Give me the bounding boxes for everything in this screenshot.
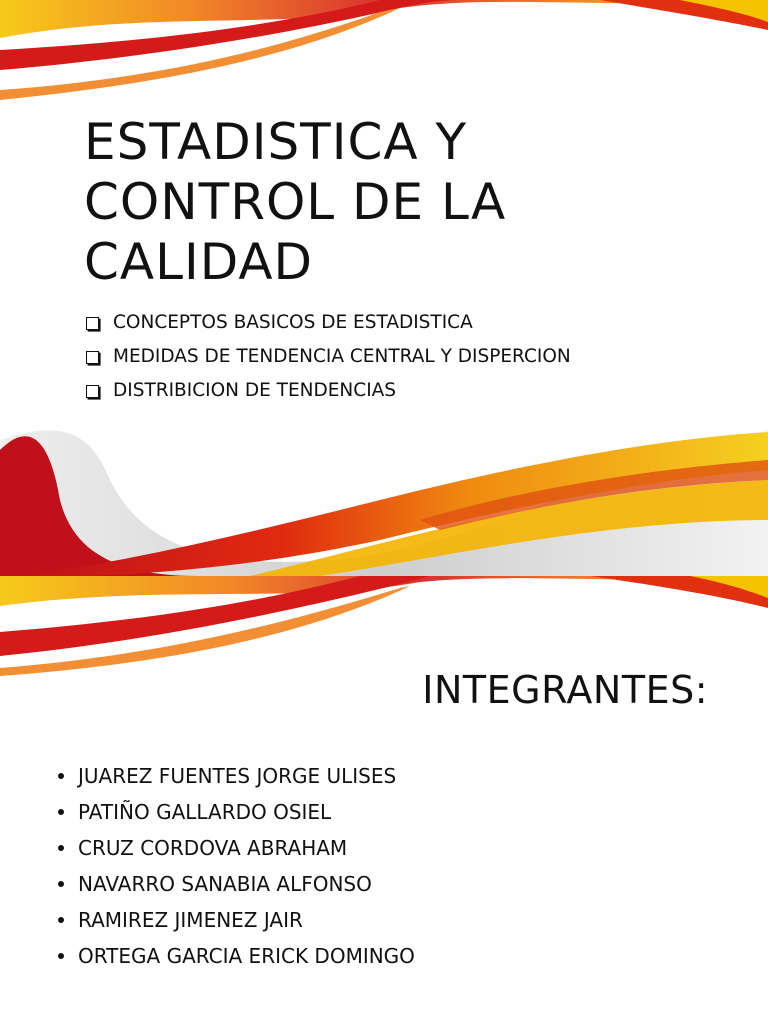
member-name: RAMIREZ JIMENEZ JAIR — [78, 908, 303, 932]
dot-bullet-icon — [58, 917, 64, 923]
dot-bullet-icon — [58, 953, 64, 959]
topics-list — [86, 306, 571, 408]
checkbox-icon — [86, 317, 99, 330]
list-item — [58, 830, 415, 866]
member-name: NAVARRO SANABIA ALFONSO — [78, 872, 372, 896]
member-name: JUAREZ FUENTES JORGE ULISES — [78, 764, 397, 788]
slide-members — [0, 576, 768, 1024]
topic-label: MEDIDAS DE TENDENCIA CENTRAL Y DISPERCION — [113, 346, 571, 367]
list-item — [58, 758, 415, 794]
list-item — [58, 902, 415, 938]
checkbox-icon — [86, 351, 99, 364]
member-name: CRUZ CORDOVA ABRAHAM — [78, 836, 348, 860]
dot-bullet-icon — [58, 773, 64, 779]
member-name: PATIÑO GALLARDO OSIEL — [78, 800, 332, 824]
topic-label: DISTRIBICION DE TENDENCIAS — [113, 380, 397, 401]
members-list — [58, 758, 415, 974]
member-name: ORTEGA GARCIA ERICK DOMINGO — [78, 944, 415, 968]
dot-bullet-icon — [58, 845, 64, 851]
checkbox-icon — [86, 385, 99, 398]
dot-bullet-icon — [58, 809, 64, 815]
title-line: ESTADISTICA Y — [84, 113, 468, 171]
title-line: CONTROL DE LA — [84, 173, 507, 231]
topic-label: CONCEPTOS BASICOS DE ESTADISTICA — [113, 312, 473, 333]
members-heading: INTEGRANTES: — [422, 668, 708, 712]
list-item — [86, 306, 571, 340]
list-item — [58, 938, 415, 974]
dot-bullet-icon — [58, 881, 64, 887]
list-item — [58, 794, 415, 830]
list-item — [58, 866, 415, 902]
title-line: CALIDAD — [84, 233, 314, 291]
list-item — [86, 340, 571, 374]
list-item — [86, 374, 571, 408]
slide-title-heading — [84, 112, 684, 292]
